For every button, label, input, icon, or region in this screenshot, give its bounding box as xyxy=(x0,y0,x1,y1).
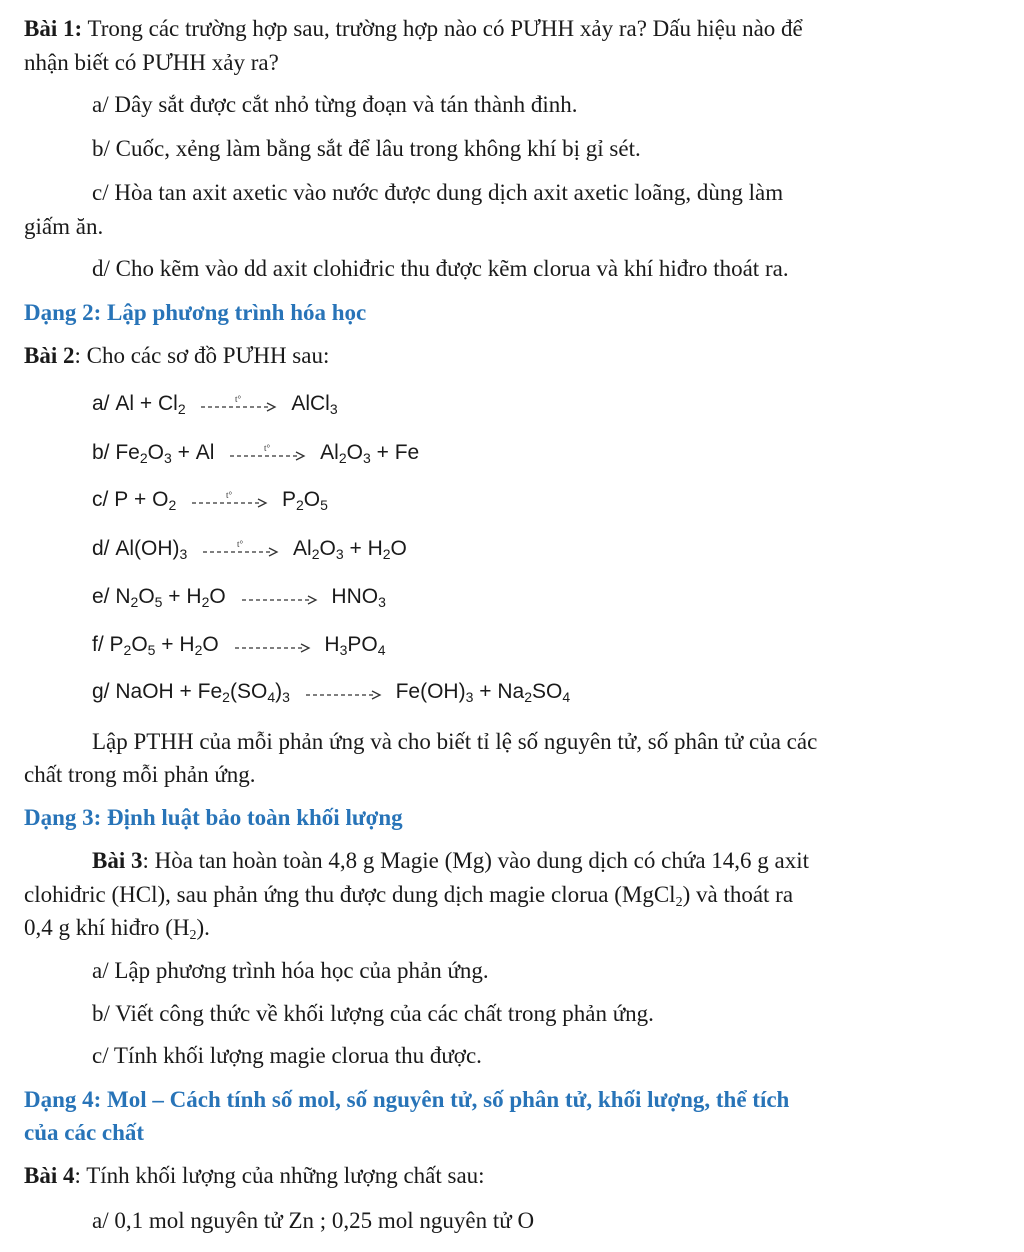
bai1-line2: nhận biết có PƯHH xảy ra? xyxy=(24,50,279,75)
bai1-line1: Bài 1: Trong các trường hợp sau, trường hợp nào có PƯHH xảy ra? Dấu hiệu nào để xyxy=(24,16,803,41)
reaction-arrow-heated xyxy=(199,394,277,414)
heat-label: t° xyxy=(264,443,271,454)
reaction-arrow xyxy=(304,682,382,702)
dang4-heading-line1: Dạng 4: Mol – Cách tính số mol, số nguyên tử, số phân tử, khối lượng, thể tích xyxy=(24,1087,790,1112)
bai4-intro: Bài 4: Tính khối lượng của những lượng chất sau: xyxy=(24,1163,485,1188)
equation-a: a/ $Al + Cl_2$ t° AlCl$_3$ xyxy=(92,392,338,417)
bai4-option-a: a/ 0,1 mol nguyên tử Zn ; 0,25 mol nguyên tử O xyxy=(92,1208,535,1233)
heat-label: t° xyxy=(237,539,244,550)
bai3-option-b: b/ Viết công thức về khối lượng của các chất trong phản ứng. xyxy=(92,1001,654,1026)
dang3-heading: Dạng 3: Định luật bảo toàn khối lượng xyxy=(24,805,403,830)
bai3-line2: clohiđric (HCl), sau phản ứng thu được dung dịch magie clorua (MgCl$_2$) và thoát ra xyxy=(24,882,794,910)
bai2-intro: Bài 2: Cho các sơ đồ PƯHH sau: xyxy=(24,343,330,368)
equation-b: b/ $Fe_2O_3 + Al$ t° $Al_2O_3 + Fe$ xyxy=(92,441,420,466)
reaction-arrow xyxy=(240,587,318,607)
reaction-arrow-heated xyxy=(228,443,306,463)
heat-label: t° xyxy=(226,490,233,501)
bai3-line3: 0,4 g khí hiđro $(H_2)$. xyxy=(24,915,210,943)
equation-c: c/ $P + O_2$ t° $P_2O_5$ xyxy=(92,488,328,513)
equation-e: e/ $N_2O_5 + H_2O$ $HNO_3$ xyxy=(92,585,386,610)
bai3-option-a: a/ Lập phương trình hóa học của phản ứng. xyxy=(92,958,489,983)
bai1-option-a: a/ Dây sắt được cắt nhỏ từng đoạn và tán thành đinh. xyxy=(92,92,578,117)
bai1-option-c-line1: c/ Hòa tan axit axetic vào nước được dung dịch axit axetic loãng, dùng làm xyxy=(92,180,784,205)
dang4-heading-line2: của các chất xyxy=(24,1120,145,1145)
bai2-conclusion-line1: Lập PTHH của mỗi phản ứng và cho biết tỉ lệ số nguyên tử, số phân tử của các xyxy=(92,729,818,754)
reaction-arrow-heated xyxy=(190,490,268,510)
bai1-label: Bài 1: xyxy=(24,16,83,41)
bai1-option-b: b/ Cuốc, xẻng làm bằng sắt để lâu trong không khí bị gỉ sét. xyxy=(92,136,641,161)
bai4-label: Bài 4 xyxy=(24,1163,75,1188)
reaction-arrow xyxy=(233,635,311,655)
bai2-label: Bài 2 xyxy=(24,343,75,368)
bai2-conclusion-line2: chất trong mỗi phản ứng. xyxy=(24,762,256,787)
equation-d: d/ $Al(OH)_3$ t° $Al_2O_3 + H_2O$ xyxy=(92,537,407,562)
bai3-option-c: c/ Tính khối lượng magie clorua thu được. xyxy=(92,1043,482,1068)
bai3-line1: Bài 3: Hòa tan hoàn toàn 4,8 g Magie (Mg) vào dung dịch có chứa 14,6 g axit xyxy=(92,848,810,873)
equation-g: g/ NaOH + $Fe_2(SO_4)_3$ $Fe(OH)_3 + Na_2SO_4$ xyxy=(92,680,571,705)
dang2-heading: Dạng 2: Lập phương trình hóa học xyxy=(24,300,367,325)
heat-label: t° xyxy=(235,394,242,405)
bai1-option-c-line2: giấm ăn. xyxy=(24,214,104,239)
bai1-option-d: d/ Cho kẽm vào dd axit clohiđric thu được kẽm clorua và khí hiđro thoát ra. xyxy=(92,256,789,281)
reaction-arrow-heated xyxy=(201,539,279,559)
equation-f: f/ $P_2O_5 + H_2O$ $H_3PO_4$ xyxy=(92,633,386,658)
bai3-label: Bài 3 xyxy=(92,848,143,873)
